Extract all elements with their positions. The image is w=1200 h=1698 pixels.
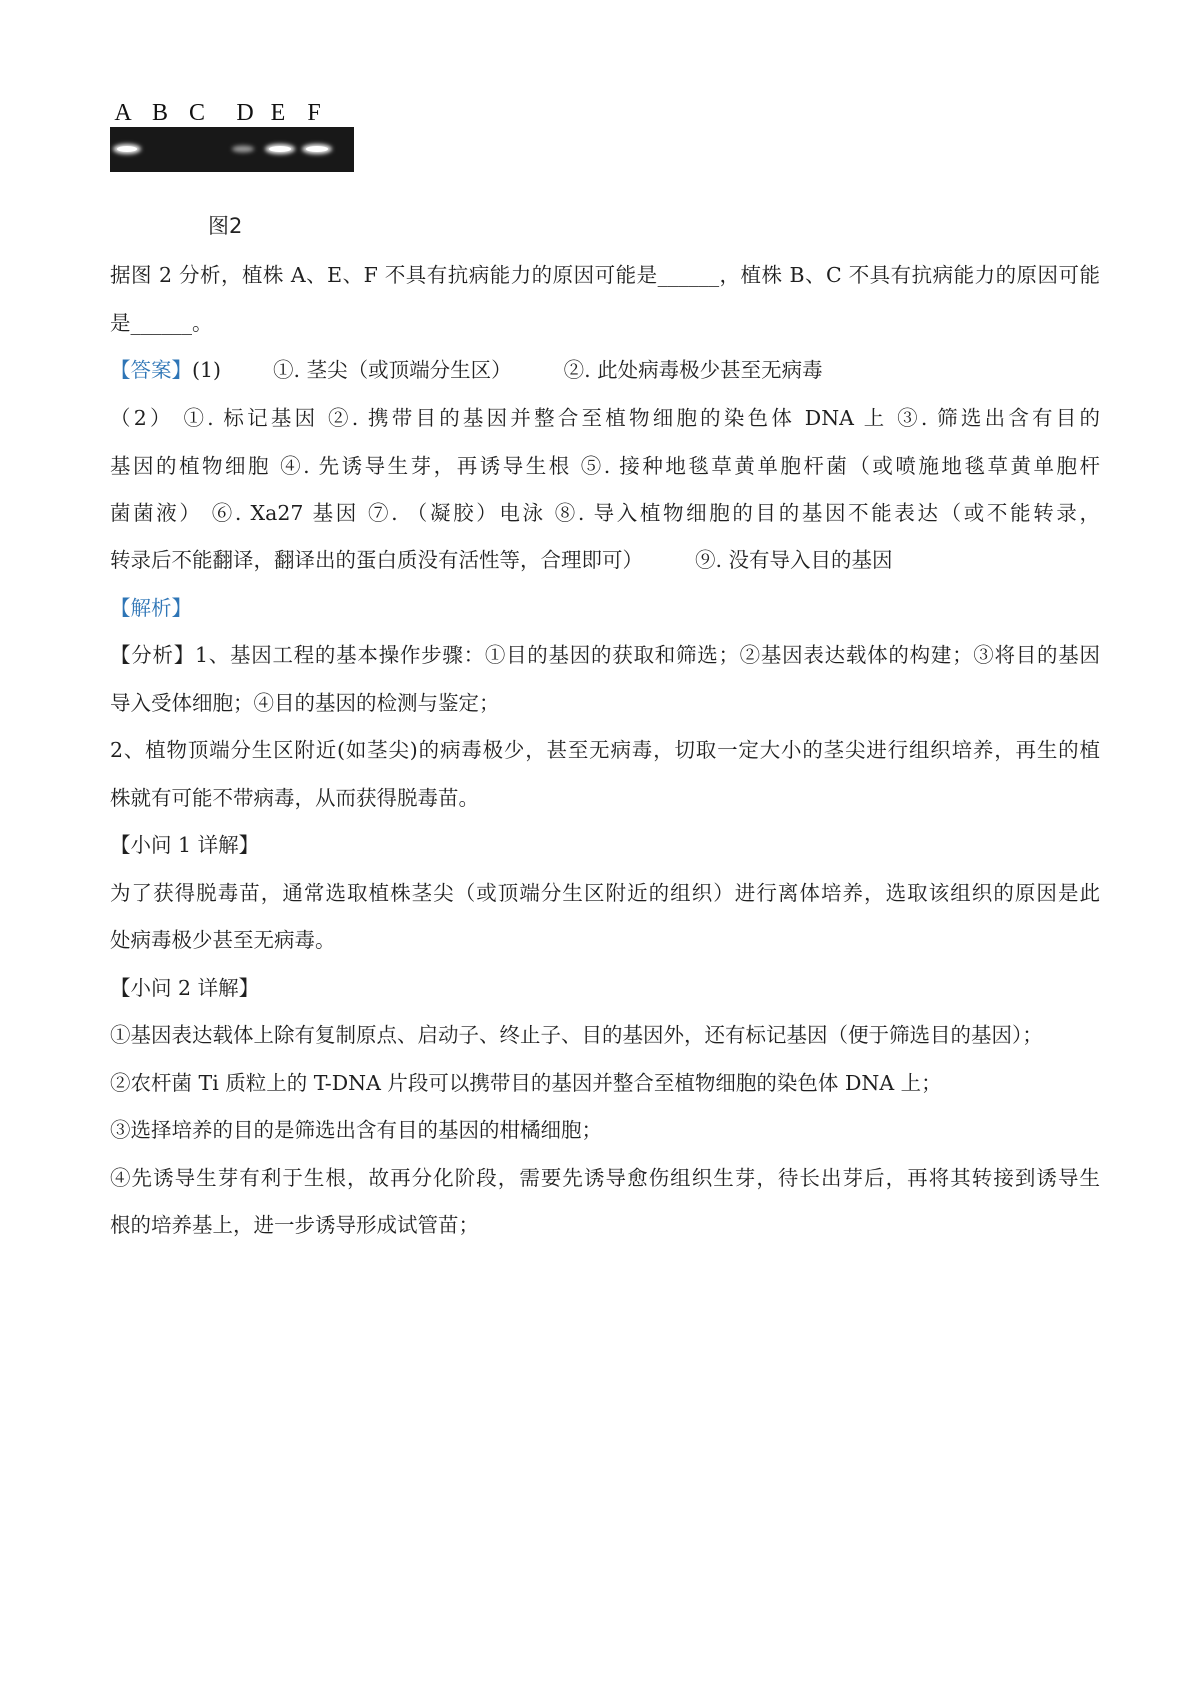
gel-band-f-core — [306, 146, 328, 152]
lane-label-c: C — [188, 100, 205, 126]
gel-image — [110, 127, 354, 172]
lane-labels — [108, 100, 358, 126]
gel-band-a-core — [117, 146, 137, 152]
gel-band-d — [232, 146, 254, 153]
answer-part1-a: ①. 茎尖（或顶端分生区） — [273, 358, 512, 382]
analysis-fenxi-line-2: 导入受体细胞；④目的基因的检测与鉴定； — [110, 691, 500, 715]
analysis-tag: 【解析】 — [110, 596, 192, 620]
answer-part2-line-1: （2） ①. 标记基因 ②. 携带目的基因并整合至植物细胞的染色体 DNA 上 ③. 筛选出含有目的 — [110, 406, 1100, 430]
lane-label-a: A — [114, 100, 132, 126]
analysis-point2-line-1: 2、植物顶端分生区附近(如茎尖)的病毒极少，甚至无病毒，切取一定大小的茎尖进行组织培养，再生的植 — [110, 738, 1100, 762]
gel-band-e-core — [269, 146, 291, 152]
question-line-2: 是______。 — [110, 311, 213, 335]
answer-part2-line-4b: ⑨. 没有导入目的基因 — [695, 548, 893, 572]
figure-caption: 图2 — [208, 214, 243, 238]
answer-part1-num: (1) — [192, 358, 222, 382]
answer-part2-line-2: 基因的植物细胞 ④. 先诱导生芽，再诱导生根 ⑤. 接种地毯草黄单胞杆菌（或喷施地毯草黄单胞杆 — [110, 454, 1100, 478]
sub-question-2-title: 【小问 2 详解】 — [110, 976, 260, 1000]
question-line-1: 据图 2 分析，植株 A、E、F 不具有抗病能力的原因可能是______，植株 B、C 不具有抗病能力的原因可能 — [110, 263, 1100, 287]
lane-label-d: D — [236, 100, 254, 126]
gel-figure — [108, 100, 358, 126]
analysis-point2-line-2: 株就有可能不带病毒，从而获得脱毒苗。 — [110, 786, 479, 810]
answer-line-1 — [110, 357, 823, 383]
sub-question-2-item-4-line-1: ④先诱导生芽有利于生根，故再分化阶段，需要先诱导愈伤组织生芽，待长出芽后，再将其转接到诱导生 — [110, 1166, 1100, 1190]
lane-label-f: F — [307, 100, 321, 126]
sub-question-2-item-4-line-2: 根的培养基上，进一步诱导形成试管苗； — [110, 1213, 479, 1237]
sub-question-2-item-1: ①基因表达载体上除有复制原点、启动子、终止子、目的基因外，还有标记基因（便于筛选目的基因）； — [110, 1023, 1043, 1047]
answer-part2-line-4a: 转录后不能翻译，翻译出的蛋白质没有活性等，合理即可） — [110, 548, 643, 572]
sub-question-2-item-3: ③选择培养的目的是筛选出含有目的基因的柑橘细胞； — [110, 1118, 602, 1142]
sub-question-1-line-2: 处病毒极少甚至无病毒。 — [110, 928, 336, 952]
analysis-fenxi-line-1: 【分析】1、基因工程的基本操作步骤：①目的基因的获取和筛选；②基因表达载体的构建；③将目的基因 — [110, 643, 1100, 667]
lane-label-e: E — [270, 100, 286, 126]
answer-tag: 【答案】 — [110, 358, 192, 382]
answer-part1-b: ②. 此处病毒极少甚至无病毒 — [563, 358, 823, 382]
sub-question-1-title: 【小问 1 详解】 — [110, 833, 260, 857]
sub-question-2-item-2: ②农杆菌 Ti 质粒上的 T-DNA 片段可以携带目的基因并整合至植物细胞的染色体 DNA 上； — [110, 1071, 942, 1095]
sub-question-1-line-1: 为了获得脱毒苗，通常选取植株茎尖（或顶端分生区附近的组织）进行离体培养，选取该组织的原因是此 — [110, 881, 1100, 905]
lane-label-b: B — [151, 100, 168, 126]
answer-part2-line-4 — [110, 547, 893, 573]
answer-part2-line-3: 菌菌液） ⑥. Xa27 基因 ⑦. （凝胶）电泳 ⑧. 导入植物细胞的目的基因不能表达（或不能转录， — [110, 501, 1100, 525]
